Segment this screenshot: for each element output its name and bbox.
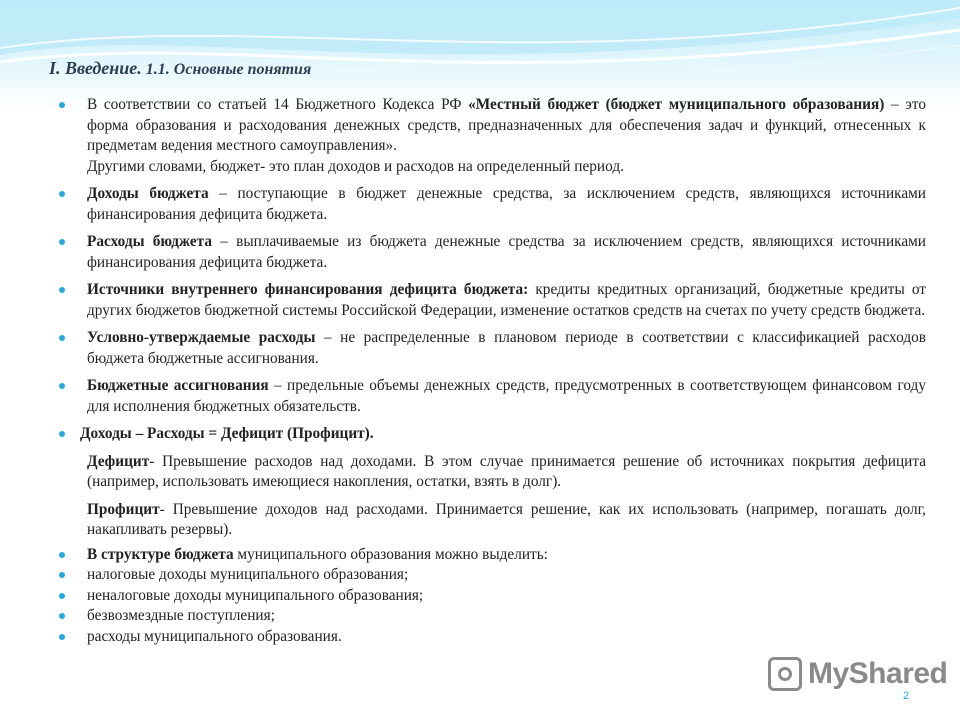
para-revenues: Доходы бюджета – поступающие в бюджет денежные средства, за исключением средств, являющихся источниками финансирования дефицита бюджета. (56, 184, 926, 225)
list-item: налоговые доходы муниципального образования; (56, 565, 926, 586)
para-deficit-sources: Источники внутреннего финансирования дефицита бюджета: кредиты кредитных организаций, бюджетные кредиты от других бюджетов бюджетной системы Российской Федерации, изменение остатков средств на счетах по учету средств бюджета. (56, 280, 926, 321)
para-structure: В структуре бюджета муниципального образования можно выделить: (56, 545, 926, 566)
para-formula: Доходы – Расходы = Дефицит (Профицит). (56, 424, 926, 445)
para-deficit: Дефицит- Превышение расходов над доходами. В этом случае принимается решение об источниках покрытия дефицита (например, использовать имеющиеся накопления, остатки, взять в долг). (87, 452, 926, 490)
presentation-icon (768, 657, 802, 691)
slide-body (56, 95, 926, 647)
para-surplus: Профицит- Превышение доходов над расходами. Принимается решение, как их использовать (например, погашать долг, накапливать резервы). (87, 500, 926, 538)
para-allocations: Бюджетные ассигнования – предельные объемы денежных средств, предусмотренных в соответствующем финансовом году для исполнения бюджетных обязательств. (56, 376, 926, 417)
slide-title (49, 58, 311, 79)
para-local-budget: В соответствии со статьей 14 Бюджетного Кодекса РФ «Местный бюджет (бюджет муниципального образования) – это форма образования и расходования денежных средств, предназначенных для обеспечения задач и функций, отнесенных к предметам ведения местного самоуправления». (56, 95, 926, 157)
logo-text: MyShared (808, 657, 948, 690)
list-item: безвозмездные поступления; (56, 606, 926, 627)
myshared-logo (768, 654, 947, 694)
list-item: расходы муниципального образования. (56, 627, 926, 648)
page-number: 2 (903, 690, 910, 702)
title-sub: 1.1. Основные понятия (141, 61, 312, 78)
title-main: I. Введение. (49, 58, 142, 78)
list-item: неналоговые доходы муниципального образования; (56, 586, 926, 607)
header-wave-decoration (0, 0, 960, 110)
para-conditional: Условно-утверждаемые расходы – не распределенные в плановом периоде в соответствии с классификацией расходов бюджета бюджетные ассигнования. (56, 328, 926, 369)
para-expenditures: Расходы бюджета – выплачиваемые из бюджета денежные средства за исключением средств, являющихся источниками финансирования дефицита бюджета. (56, 232, 926, 273)
para-other-words: Другими словами, бюджет- это план доходов и расходов на определенный период. (87, 157, 624, 175)
